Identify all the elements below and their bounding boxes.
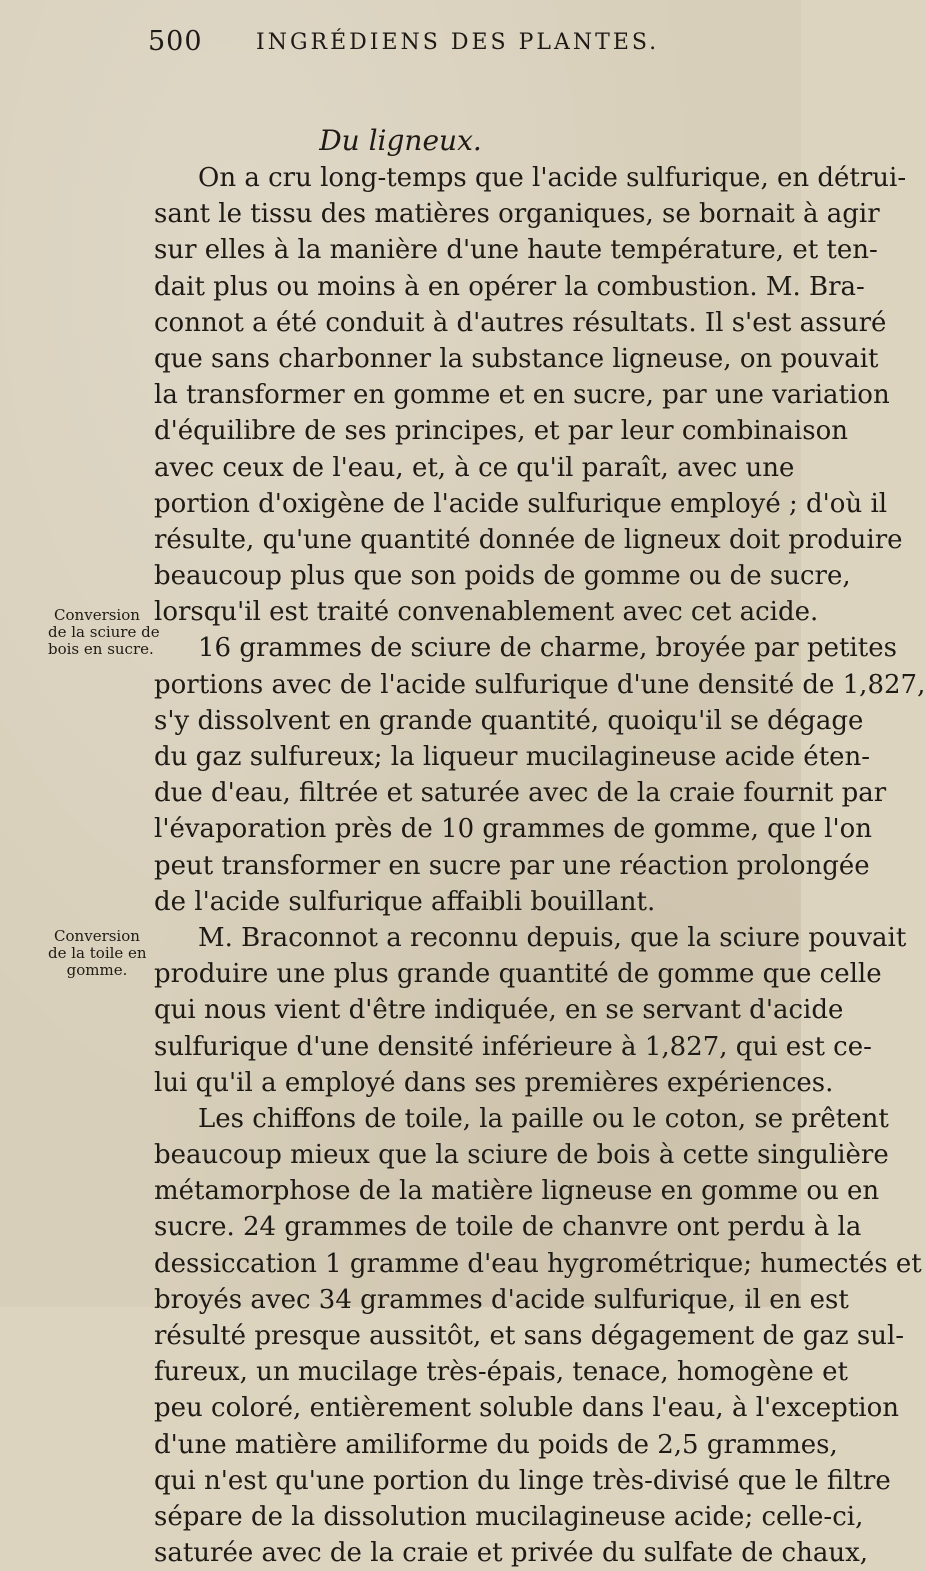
text-line: dait plus ou moins à en opérer la combustion. M. Bra- bbox=[154, 271, 865, 302]
text-line: l'évaporation près de 10 grammes de gomme, que l'on bbox=[154, 814, 872, 845]
margin-note-line: Conversion bbox=[54, 606, 140, 624]
text-line: sur elles à la manière d'une haute température, et ten- bbox=[154, 235, 878, 266]
margin-note-line: Conversion bbox=[54, 927, 140, 945]
text-line: avec ceux de l'eau, et, à ce qu'il paraît, avec une bbox=[154, 452, 795, 483]
page-header bbox=[148, 24, 768, 64]
text-line: résulté presque aussitôt, et sans dégagement de gaz sul- bbox=[154, 1321, 905, 1351]
text-line: produire une plus grande quantité de gomme que celle bbox=[154, 959, 882, 990]
text-line: fureux, un mucilage très-épais, tenace, homogène et bbox=[154, 1357, 848, 1388]
text-line: d'une matière amiliforme du poids de 2,5 grammes, bbox=[154, 1429, 838, 1460]
body-text bbox=[154, 160, 925, 1571]
text-line: sant le tissu des matières organiques, se bornait à agir bbox=[154, 199, 880, 230]
margin-note-sciure bbox=[48, 606, 160, 658]
text-line: d'équilibre de ses principes, et par leur combinaison bbox=[154, 416, 848, 447]
text-line: Les chiffons de toile, la paille ou le coton, se prêtent bbox=[198, 1103, 889, 1134]
text-line: du gaz sulfureux; la liqueur mucilagineuse acide éten- bbox=[154, 742, 871, 772]
text-line: métamorphose de la matière ligneuse en gomme ou en bbox=[154, 1176, 880, 1207]
text-line: de l'acide sulfurique affaibli bouillant. bbox=[154, 886, 656, 917]
text-line: 16 grammes de sciure de charme, broyée par petites bbox=[198, 633, 897, 664]
text-line: s'y dissolvent en grande quantité, quoiqu'il se dégage bbox=[154, 705, 864, 736]
text-line: que sans charbonner la substance ligneuse, on pouvait bbox=[154, 343, 879, 374]
text-line: sucre. 24 grammes de toile de chanvre ont perdu à la bbox=[154, 1212, 862, 1243]
text-line: lorsqu'il est traité convenablement avec cet acide. bbox=[154, 597, 819, 628]
running-title: INGRÉDIENS DES PLANTES. bbox=[256, 30, 660, 55]
text-line: beaucoup mieux que la sciure de bois à cette singulière bbox=[154, 1140, 889, 1171]
margin-note-line: gomme. bbox=[66, 961, 128, 979]
text-line: qui nous vient d'être indiquée, en se servant d'acide bbox=[154, 995, 844, 1026]
margin-note-line: bois en sucre. bbox=[48, 640, 154, 658]
text-line: connot a été conduit à d'autres résultats. Il s'est assuré bbox=[154, 307, 887, 338]
text-line: la transformer en gomme et en sucre, par une variation bbox=[154, 380, 890, 411]
margin-note-toile bbox=[48, 928, 146, 979]
text-line: sulfurique d'une densité inférieure à 1,827, qui est ce- bbox=[154, 1031, 872, 1062]
text-line: portions avec de l'acide sulfurique d'une densité de 1,827, bbox=[154, 669, 925, 700]
section-title: Du ligneux. bbox=[319, 124, 482, 157]
margin-note-line: de la sciure de bbox=[48, 623, 160, 641]
text-line: dessiccation 1 gramme d'eau hygrométrique; humectés et bbox=[154, 1248, 922, 1279]
text-line: résulte, qu'une quantité donnée de ligneux doit produire bbox=[154, 524, 903, 555]
text-line: saturée avec de la craie et privée du sulfate de chaux, bbox=[154, 1538, 869, 1569]
text-line: On a cru long-temps que l'acide sulfurique, en détrui- bbox=[198, 163, 907, 193]
text-line: beaucoup plus que son poids de gomme ou de sucre, bbox=[154, 561, 851, 592]
text-line: peut transformer en sucre par une réaction prolongée bbox=[154, 850, 870, 881]
text-line: due d'eau, filtrée et saturée avec de la craie fournit par bbox=[154, 778, 887, 809]
text-line: M. Braconnot a reconnu depuis, que la sciure pouvait bbox=[198, 922, 907, 953]
text-line: portion d'oxigène de l'acide sulfurique employé ; d'où il bbox=[154, 488, 888, 519]
text-line: lui qu'il a employé dans ses premières expériences. bbox=[154, 1067, 834, 1098]
text-line: sépare de la dissolution mucilagineuse acide; celle-ci, bbox=[154, 1501, 864, 1532]
page-number: 500 bbox=[148, 26, 203, 57]
text-line: peu coloré, entièrement soluble dans l'eau, à l'exception bbox=[154, 1393, 899, 1424]
text-line: broyés avec 34 grammes d'acide sulfurique, il en est bbox=[154, 1284, 849, 1315]
margin-note-line: de la toile en bbox=[48, 944, 147, 962]
text-line: qui n'est qu'une portion du linge très-divisé que le filtre bbox=[154, 1465, 891, 1496]
